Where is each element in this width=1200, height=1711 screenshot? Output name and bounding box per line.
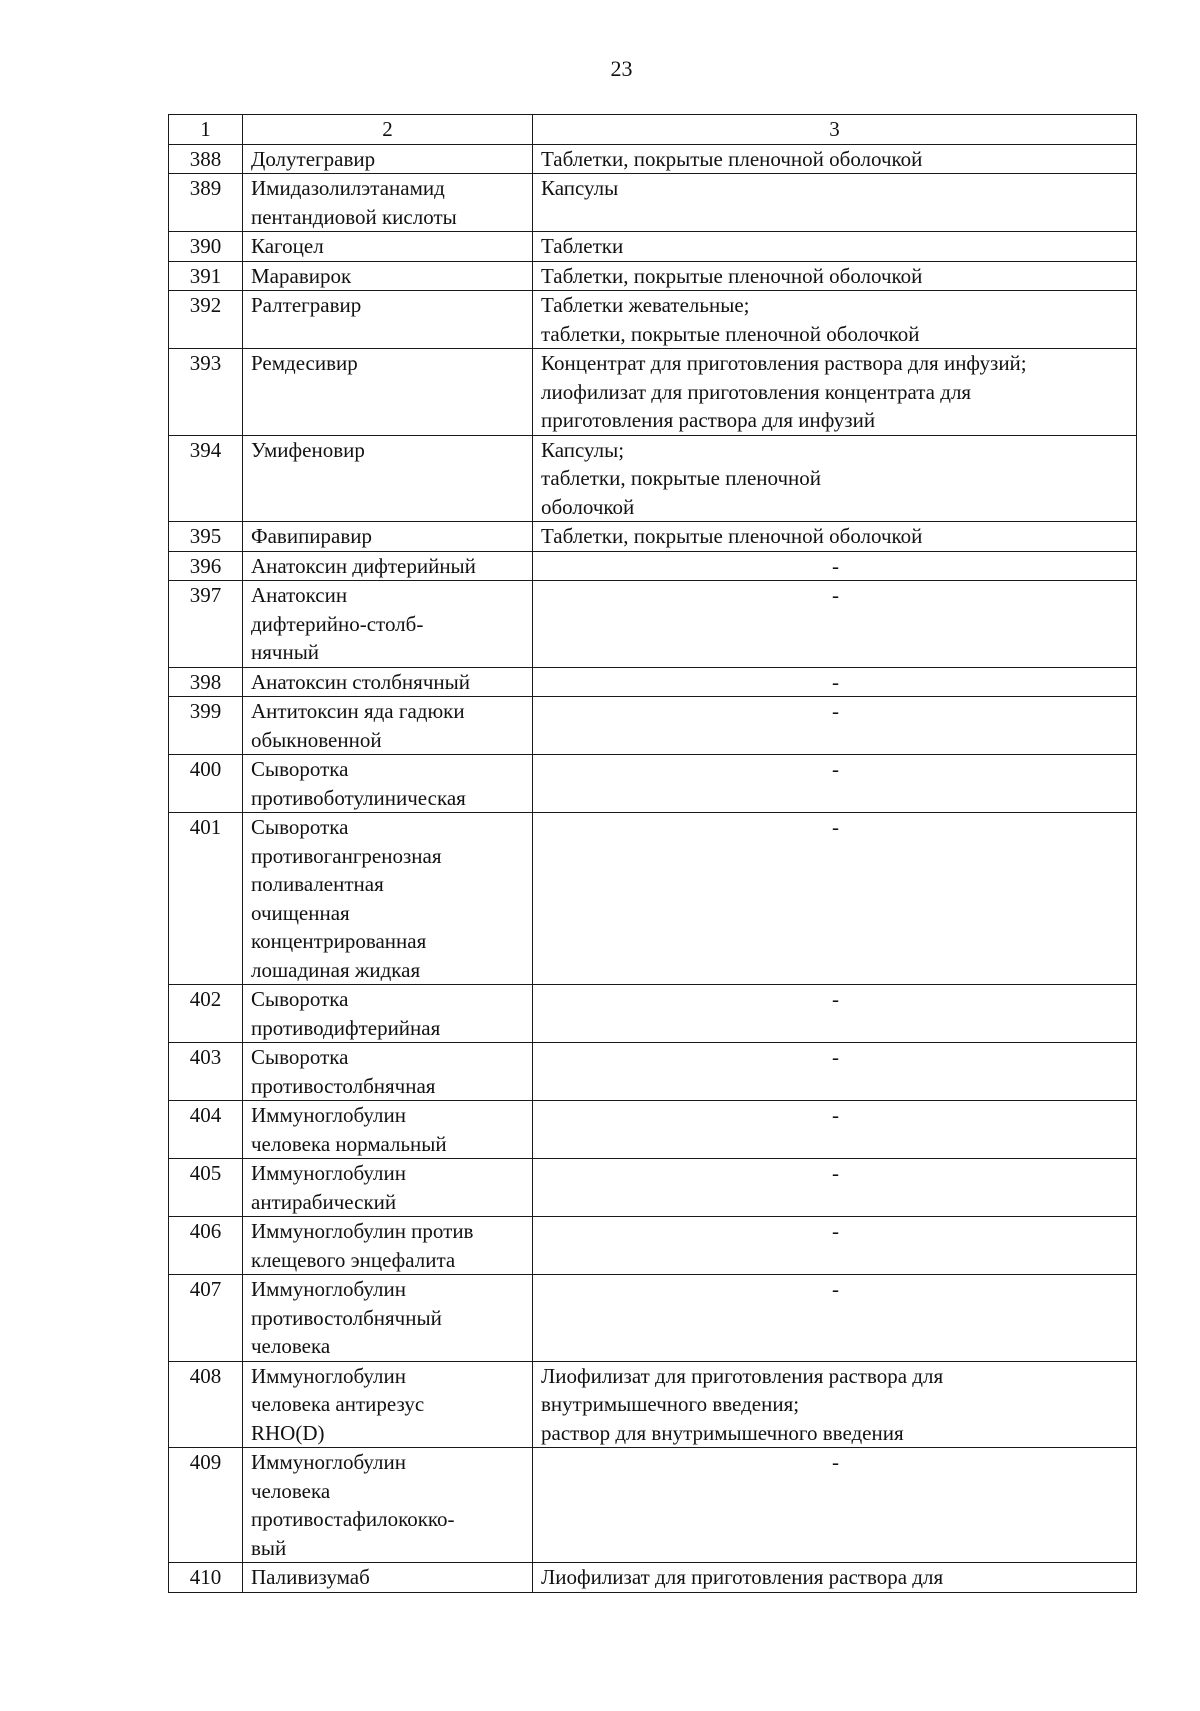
drug-name [243,232,533,262]
dosage-form-line: - [832,699,839,723]
table-row [169,1448,1137,1563]
drug-name-line: человека [251,1334,331,1358]
dosage-form-line: Лиофилизат для приготовления раствора для [541,1565,944,1589]
row-number: 406 [169,1217,243,1275]
drug-name-line: противогангренозная [251,843,442,868]
table-row [169,291,1137,349]
table-row [169,174,1137,232]
drug-name-line: Кагоцел [251,234,324,258]
drug-name-line: человека нормальный [251,1131,447,1156]
dosage-form-line: внутримышечного введения; [541,1392,800,1416]
table-row [169,261,1137,291]
drug-name-line: Имидазолилэтанамид [251,176,445,200]
table-row [169,755,1137,813]
dosage-form [533,1043,1137,1101]
table-row [169,1217,1137,1275]
drug-name [243,174,533,232]
dosage-form-line: - [832,1450,839,1474]
dosage-form-line: Капсулы [541,176,619,200]
page-number: 23 [610,56,633,81]
dosage-form-line: раствор для внутримышечного введения [541,1420,904,1445]
drug-name [243,1563,533,1593]
drug-name-line: Сыворотка [251,815,349,839]
drug-name-line: концентрированная [251,929,427,953]
drug-name-line: клещевого энцефалита [251,1247,456,1272]
table-row [169,1101,1137,1159]
row-number: 402 [169,985,243,1043]
dosage-form-line: - [832,1161,839,1185]
row-number: 399 [169,697,243,755]
table-row [169,1159,1137,1217]
row-number: 397 [169,581,243,668]
dosage-form [533,697,1137,755]
table-row [169,581,1137,668]
drug-name [243,144,533,174]
dosage-form-line: - [832,553,839,578]
dosage-form-line: - [832,1045,839,1069]
drug-name-line: Иммуноглобулин против [251,1219,474,1243]
drug-name-line: дифтерийно-столб- [251,611,424,636]
table-row [169,813,1137,985]
dosage-form-line: оболочкой [541,494,635,519]
dosage-form [533,1563,1137,1593]
row-number: 391 [169,261,243,291]
table-row [169,144,1137,174]
row-number: 407 [169,1275,243,1362]
drug-name [243,667,533,697]
row-number: 409 [169,1448,243,1563]
dosage-form-line: таблетки, покрытые пленочной [541,466,822,490]
dosage-form-line: Таблетки, покрытые пленочной оболочкой [541,263,923,288]
drug-name [243,1217,533,1275]
drug-name-line: Фавипиравир [251,524,373,548]
row-number: 393 [169,349,243,436]
drug-name-line: Ралтегравир [251,293,362,317]
drug-name [243,1275,533,1362]
drug-name-line: Сыворотка [251,1045,349,1069]
dosage-form-line: Таблетки, покрытые пленочной оболочкой [541,524,923,548]
row-number: 404 [169,1101,243,1159]
drug-name [243,522,533,552]
drug-name-line: Паливизумаб [251,1565,370,1589]
drug-name [243,985,533,1043]
table-row [169,697,1137,755]
drug-name-line: Иммуноглобулин [251,1103,406,1127]
drug-name [243,1159,533,1217]
table-row [169,1275,1137,1362]
table-row [169,985,1137,1043]
dosage-form-line: Таблетки жевательные; [541,293,750,317]
drug-name-line: противостафилококко- [251,1507,455,1531]
dosage-form [533,1159,1137,1217]
dosage-form-line: Таблетки [541,234,624,258]
dosage-form [533,522,1137,552]
dosage-form [533,232,1137,262]
column-header-form: 3 [533,115,1137,145]
drug-name-line: лошадиная жидкая [251,957,421,982]
drug-name [243,435,533,522]
row-number: 405 [169,1159,243,1217]
drug-name [243,349,533,436]
table-row [169,522,1137,552]
dosage-form [533,1101,1137,1159]
dosage-form-line: - [832,1103,839,1127]
row-number: 395 [169,522,243,552]
drug-name [243,813,533,985]
drug-name-line: противоботулиническая [251,785,466,810]
dosage-form [533,144,1137,174]
drug-name [243,1043,533,1101]
dosage-form-line: таблетки, покрытые пленочной оболочкой [541,321,920,346]
drug-name-line: Долутегравир [251,146,376,171]
table-row [169,435,1137,522]
row-number: 389 [169,174,243,232]
drug-name-line: Сыворотка [251,987,349,1011]
row-number: 392 [169,291,243,349]
drug-name-line: пентандиовой кислоты [251,204,457,229]
drug-name-line: Иммуноглобулин [251,1161,406,1185]
dosage-form [533,667,1137,697]
table-row [169,551,1137,581]
row-number: 408 [169,1361,243,1448]
drug-name-line: Анатоксин [251,583,348,607]
column-header-name: 2 [243,115,533,145]
drug-name-line: противостолбнячный [251,1305,442,1330]
row-number: 400 [169,755,243,813]
drug-name-line: Анатоксин столбнячный [251,669,470,694]
drug-name-line: вый [251,1535,287,1560]
dosage-form-line: - [832,1219,839,1243]
dosage-form [533,985,1137,1043]
table-row [169,349,1137,436]
drug-name-line: Антитоксин яда гадюки [251,699,465,723]
drug-name [243,581,533,668]
drug-name-line: человека антирезус [251,1392,425,1416]
row-number: 396 [169,551,243,581]
drug-name [243,1448,533,1563]
drug-name-line: Иммуноглобулин [251,1450,406,1474]
dosage-form [533,1448,1137,1563]
dosage-form [533,291,1137,349]
row-number: 410 [169,1563,243,1593]
dosage-form [533,349,1137,436]
dosage-form-line: - [832,987,839,1011]
dosage-form [533,435,1137,522]
dosage-form [533,551,1137,581]
dosage-form [533,581,1137,668]
row-number: 388 [169,144,243,174]
drug-name-line: нячный [251,640,320,664]
drug-name-line: Ремдесивир [251,351,358,375]
dosage-form [533,1217,1137,1275]
dosage-form-line: лиофилизат для приготовления концентрата для [541,379,972,404]
drug-name [243,1101,533,1159]
dosage-form [533,174,1137,232]
table-body [169,115,1137,1593]
drug-name-line: антирабический [251,1189,397,1214]
drug-name-line: обыкновенной [251,727,382,752]
dosage-form-line: Концентрат для приготовления раствора для инфузий; [541,351,1027,375]
dosage-form-line: - [832,583,839,607]
dosage-form [533,813,1137,985]
table-row [169,667,1137,697]
drug-name-line: противостолбнячная [251,1073,436,1098]
table-row [169,1361,1137,1448]
dosage-form-line: - [832,669,839,694]
drug-name [243,551,533,581]
drug-name-line: Иммуноглобулин [251,1277,406,1301]
dosage-form [533,755,1137,813]
dosage-form [533,1361,1137,1448]
dosage-form [533,1275,1137,1362]
dosage-form-line: - [832,815,839,839]
drug-name [243,291,533,349]
drug-name [243,755,533,813]
drug-name-line: противодифтерийная [251,1015,441,1040]
dosage-form-line: Лиофилизат для приготовления раствора для [541,1363,944,1388]
drug-name-line: Иммуноглобулин [251,1363,406,1388]
dosage-form-line: Капсулы; [541,437,625,462]
drug-name-line: человека [251,1478,331,1503]
drug-name-line: RHO(D) [251,1420,325,1445]
drug-name-line: Сыворотка [251,757,349,781]
drug-name [243,261,533,291]
dosage-form-line: приготовления раствора для инфузий [541,408,876,432]
table-header-row [169,115,1137,145]
dosage-form-line: Таблетки, покрытые пленочной оболочкой [541,146,923,171]
row-number: 398 [169,667,243,697]
medicines-table [168,114,1137,1593]
row-number: 401 [169,813,243,985]
drug-name [243,1361,533,1448]
drug-name-line: Анатоксин дифтерийный [251,553,476,578]
drug-name-line: Умифеновир [251,437,365,462]
table-row [169,1563,1137,1593]
table-row [169,232,1137,262]
dosage-form [533,261,1137,291]
row-number: 390 [169,232,243,262]
drug-name [243,697,533,755]
dosage-form-line: - [832,1277,839,1301]
drug-name-line: очищенная [251,900,350,925]
table-row [169,1043,1137,1101]
column-header-number: 1 [169,115,243,145]
drug-name-line: Маравирок [251,263,352,288]
row-number: 403 [169,1043,243,1101]
drug-name-line: поливалентная [251,872,384,896]
row-number: 394 [169,435,243,522]
dosage-form-line: - [832,757,839,781]
